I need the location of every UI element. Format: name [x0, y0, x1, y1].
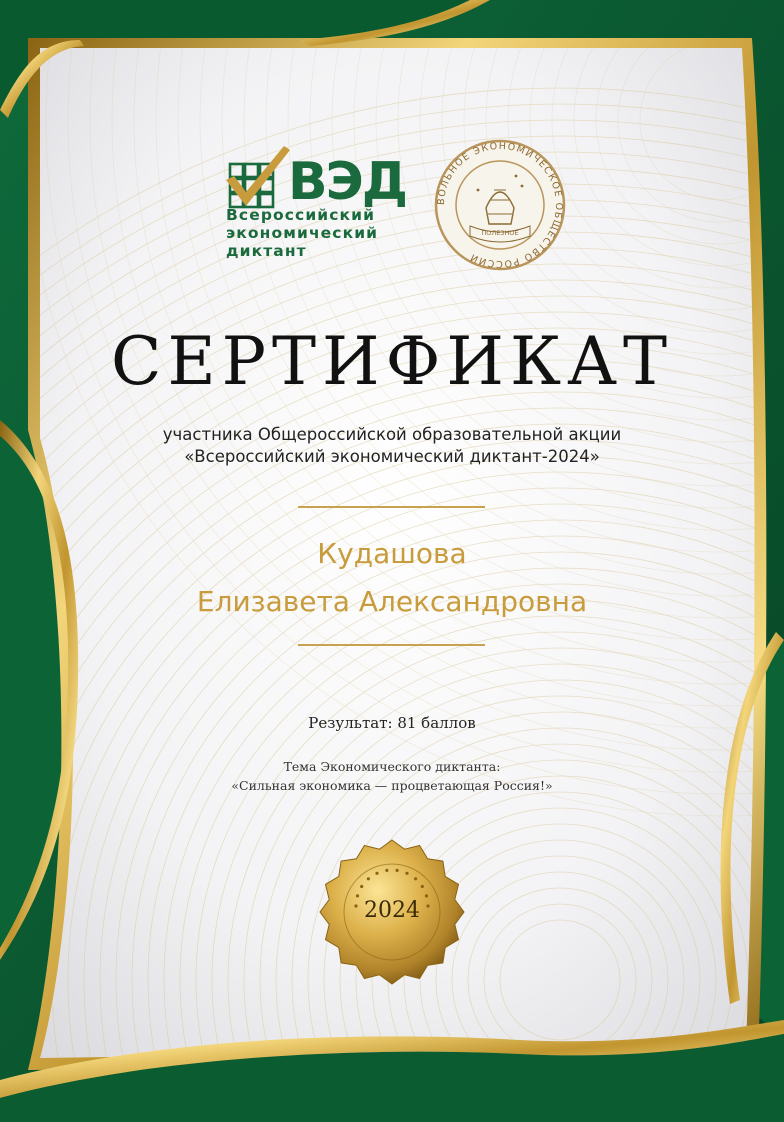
seal-star — [414, 877, 417, 880]
seal-year: 2024 — [364, 898, 420, 923]
seal-star — [396, 869, 399, 872]
result-row — [0, 714, 784, 732]
divider-bottom — [298, 644, 485, 646]
seal-star — [405, 872, 408, 875]
logo-line-1: Всероссийский — [226, 206, 376, 224]
logo-abbreviation: ВЭД — [288, 152, 407, 212]
divider-top — [298, 506, 485, 508]
logo-line-3: диктант — [226, 242, 307, 260]
result-label: Результат: — [308, 714, 393, 732]
subtitle-line-1: участника Общероссийской образовательной акции — [162, 425, 622, 444]
seal-star — [367, 877, 370, 880]
svg-text:ВОЛЬНОЕ ЭКОНОМИЧЕСКОЕ ОБЩЕСТВО: ВОЛЬНОЕ ЭКОНОМИЧЕСКОЕ ОБЩЕСТВО РОССИИ — [435, 140, 565, 270]
result-value: 81 баллов — [397, 714, 476, 732]
seal-star — [421, 885, 424, 888]
svg-text:ПОЛЕЗНОЕ: ПОЛЕЗНОЕ — [481, 229, 519, 237]
logo — [226, 146, 426, 266]
logo-line-2: экономический — [226, 224, 379, 242]
society-emblem — [436, 141, 564, 269]
recipient-surname: Кудашова — [317, 537, 467, 570]
recipient-given-names: Елизавета Александровна — [196, 585, 588, 618]
theme-value: «Сильная экономика — процветающая Россия!» — [231, 778, 553, 793]
certificate-title: СЕРТИФИКАТ — [110, 323, 674, 400]
subtitle-line-2: «Всероссийский экономический диктант-2024» — [184, 447, 600, 466]
seal-star — [375, 872, 378, 875]
seal-star — [385, 869, 388, 872]
theme-label: Тема Экономического диктанта: — [283, 759, 501, 774]
seal-star — [360, 885, 363, 888]
